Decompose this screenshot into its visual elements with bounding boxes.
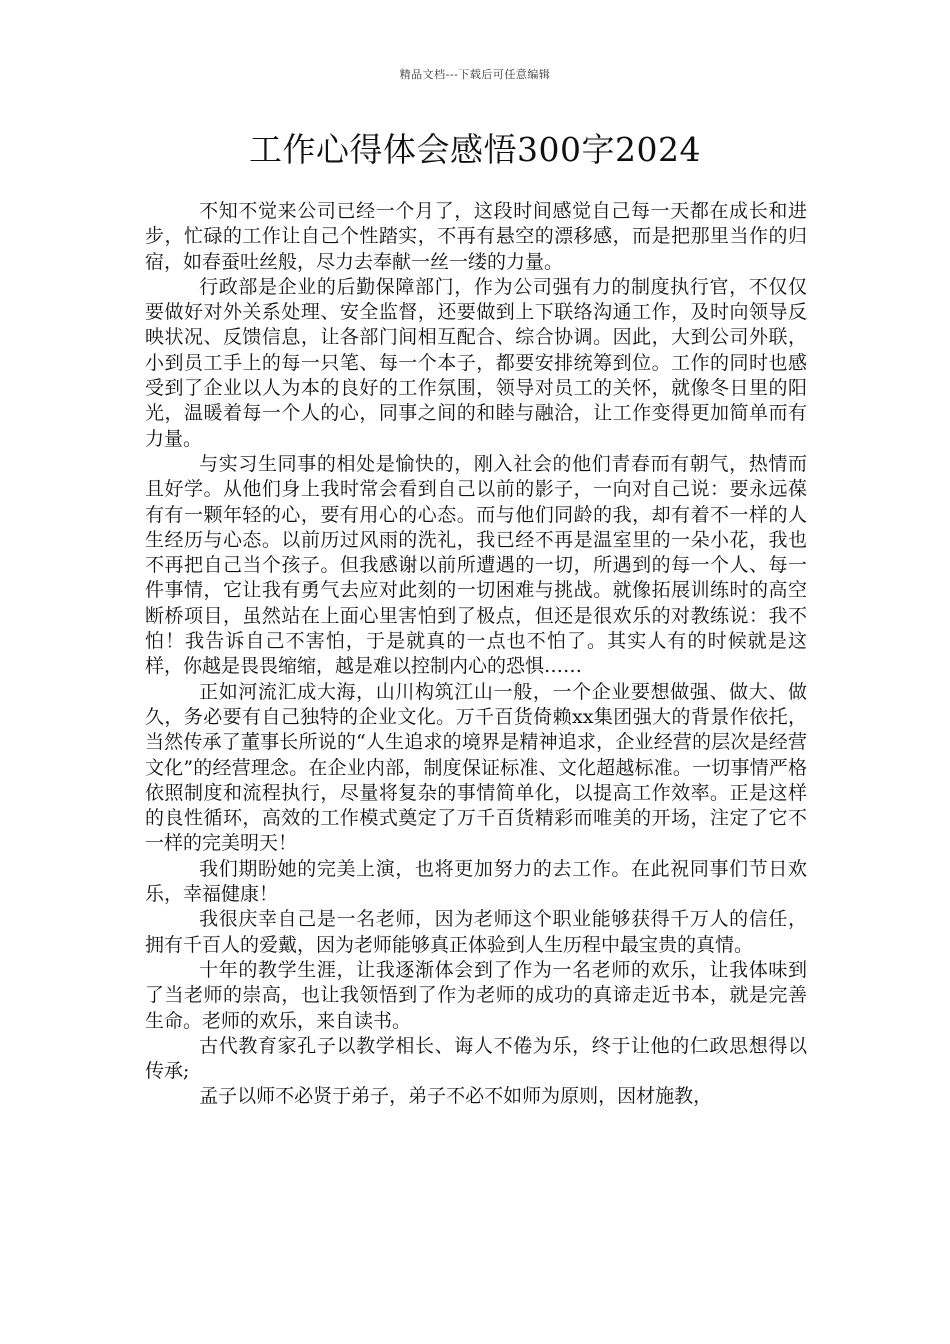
paragraph-2: 行政部是企业的后勤保障部门，作为公司强有力的制度执行官，不仅仅要做好对外关系处理、安全监督，还要做到上下联络沟通工作，及时向领导反映状况、反馈信息，让各部门间相互配合、综合协调。因此，大到公司外联，小到员工手上的每一只笔、每一个本子，都要安排统筹到位。工作的同时也感受到了企业以人为本的良好的工作氛围，领导对员工的关怀，就像冬日里的阳光，温暖着每一个人的心，同事之间的和睦与融洽，让工作变得更加简单而有力量。: [145, 275, 807, 450]
paragraph-7: 十年的教学生涯，让我逐渐体会到了作为一名老师的欢乐，让我体味到了当老师的崇高，也让我领悟到了作为老师的成功的真谛走近书本，就是完善生命。老师的欢乐，来自读书。: [145, 958, 807, 1032]
paragraph-6: 我很庆幸自己是一名老师，因为老师这个职业能够获得千万人的信任，拥有千百人的爱戴，因为老师能够真正体验到人生历程中最宝贵的真情。: [145, 908, 807, 956]
document-body: [145, 199, 807, 1110]
paragraph-4: 正如河流汇成大海，山川构筑江山一般，一个企业要想做强、做大、做久，务必要有自己独特的企业文化。万千百货倚赖xx集团强大的背景作依托，当然传承了董事长所说的“人生追求的境界是精神追求，企业经营的层次是经营文化”的经营理念。在企业内部，制度保证标准、文化超越标准。一切事情严格依照制度和流程执行，尽量将复杂的事情简单化，以提高工作效率。正是这样的良性循环，高效的工作模式奠定了万千百货精彩而唯美的开场，注定了它不一样的完美明天！: [145, 680, 807, 855]
paragraph-3: 与实习生同事的相处是愉快的，刚入社会的他们青春而有朝气，热情而且好学。从他们身上我时常会看到自己以前的影子，一向对自己说：要永远葆有有一颗年轻的心，要有用心的心态。而与他们同龄的我，却有着不一样的人生经历与心态。以前历过风雨的洗礼，我已经不再是温室里的一朵小花，我也不再把自己当个孩子。但我感谢以前所遭遇的一切，所遇到的每一个人、每一件事情，它让我有勇气去应对此刻的一切困难与挑战。就像拓展训练时的高空断桥项目，虽然站在上面心里害怕到了极点，但还是很欢乐的对教练说：我不怕！我告诉自己不害怕，于是就真的一点也不怕了。其实人有的时候就是这样，你越是畏畏缩缩，越是难以控制内心的恐惧……: [145, 452, 807, 678]
document-title: 工作心得体会感悟300字2024: [249, 130, 701, 169]
paragraph-1: 不知不觉来公司已经一个月了，这段时间感觉自己每一天都在成长和进步，忙碌的工作让自己个性踏实，不再有悬空的漂移感，而是把那里当作的归宿，如春蚕吐丝般，尽力去奉献一丝一缕的力量。: [145, 200, 807, 273]
page-header-note: 精品文档---下载后可任意编辑: [399, 68, 551, 81]
paragraph-9: 孟子以师不必贤于弟子，弟子不必不如师为原则，因材施教，: [199, 1085, 713, 1108]
paragraph-5: 我们期盼她的完美上演，也将更加努力的去工作。在此祝同事们节日欢乐，幸福健康！: [145, 857, 807, 906]
paragraph-8: 古代教育家孔子以教学相长、诲人不倦为乐，终于让他的仁政思想得以传承;: [145, 1034, 807, 1083]
